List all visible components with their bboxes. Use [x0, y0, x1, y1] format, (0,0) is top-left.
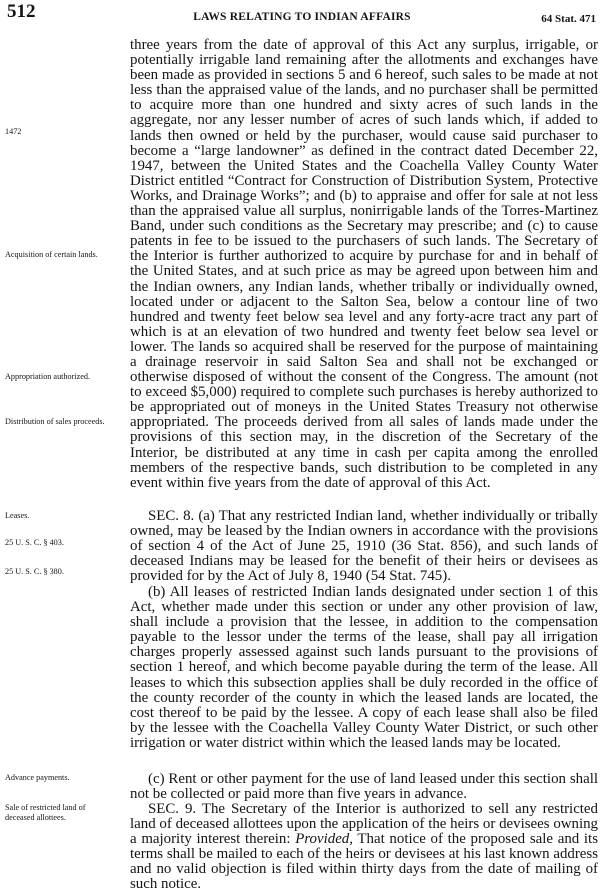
body-paragraph: (c) Rent or other payment for the use of land leased under this section shall not be collected or paid more than five years in advance.: [130, 771, 598, 803]
body-paragraph: three years from the date of approval of this Act any surplus, irrigable, or potentially irrigable land remaining after the allotments and exchanges have been made as provided in sections 5 and 6 hereof, such sales to be made at not less than the appraised value of the lands, and no purchaser shall be permitted to acquire more than one hundred and sixty acres of such lands in the aggregate, nor any lesser number of acres of such lands which, if added to lands then owned or held by the purchaser, would cause said purchaser to become a “large landowner” as defined in the contract dated December 22, 1947, between the United States and the Coachella Valley County Water District entitled “Contract for Construction of Distribution System, Protective Works, and Drainage Works”; and (b) to appraise and offer for sale at not less than the appraised value all surplus, nonirrigable lands of the Torres-Martinez Band, under such conditions as the Secretary may prescribe; and (c) to cause patents in fee to be issued to the purchasers of such lands. The Secretary of the Interior is further authorized to acquire by purchase for and in behalf of the United States, and at such price as may be agreed upon between him and the Indian owners, any Indian lands, whether tribally or individually owned, located under or adjacent to the Salton Sea, below a contour line of two hundred and twenty feet below sea level and any forty-acre tract any part of which is at an elevation of two hundred and twenty feet below sea level or lower. The lands so acquired shall be reserved for the purpose of maintaining a drainage reservoir in said Salton Sea and shall not be exchanged or otherwise disposed of without the consent of the Congress. The amount (not to exceed $5,000) required to complete such purchases is hereby authorized to be appropriated out of moneys in the United States Treasury not otherwise appropriated. The proceeds derived from all sales of lands made under the provisions of this section may, in the discretion of the Secretary of the Interior, be distributed at any time in cash per capita among the enrolled members of the respective bands, such distribution to be completed in any event within five years from the date of approval of this Act.: [130, 37, 598, 491]
paragraph-section-8a: [130, 509, 598, 584]
margin-note-appropriation: Appropriation authorized.: [5, 372, 91, 381]
paragraph-section-9: [130, 802, 598, 893]
page-number: 512: [7, 1, 36, 22]
paragraph-section-8b: [130, 585, 598, 751]
margin-note-acquisition: Acquisition of certain lands.: [5, 250, 98, 259]
body-paragraph: (b) All leases of restricted Indian lands designated under section 1 of this Act, whether made under this section or under any other provision of law, shall include a provision that the lessee, in addition to the compensation payable to the lessor under the terms of the lease, shall pay all irrigation charges properly assessed against such lands pursuant to the provisions of section 1 hereof, and which become payable during the term of the lease. All leases to which this subsection applies shall be duly recorded in the office of the county recorder of the county in which the leased lands are located, the cost thereof to be paid by the lessee. A copy of each lease shall also be filed by the lessee with the Coachella Valley County Water District, or such other irrigation or water district within which the leased lands may be located.: [130, 584, 598, 751]
margin-note-sale-restricted: Sale of restricted land of deceased allottees.: [5, 803, 86, 822]
margin-note-leases: Leases.: [5, 511, 30, 520]
page-header: [0, 0, 604, 30]
margin-note-advance-payments: Advance payments.: [5, 773, 70, 782]
section-9-text-continued: That notice of the proposed sale and its terms shall be mailed to each of the heirs or devisees at his last known address and no valid objection is filed within thirty days from the date of mailing of such notice.: [130, 831, 598, 893]
paragraph-section-7-continued: [130, 38, 598, 491]
provided-term: Provided,: [295, 831, 353, 848]
statute-reference: 64 Stat. 471: [541, 13, 596, 25]
running-head: LAWS RELATING TO INDIAN AFFAIRS: [193, 11, 411, 23]
margin-note-usc-403: 25 U. S. C. § 403.: [5, 538, 64, 547]
body-paragraph: SEC. 8. (a) That any restricted Indian land, whether individually or tribally owned, may be leased by the Indian owners in accordance with the provisions of section 4 of the Act of June 25, 1910 (36 Stat. 856), and such lands of deceased Indians may be leased for the benefit of their heirs or devisees as provided for by the Act of July 8, 1940 (54 Stat. 745).: [130, 508, 598, 585]
margin-note-1472: 1472: [5, 127, 22, 136]
body-paragraph: [130, 802, 598, 893]
margin-note-distribution: Distribution of sales proceeds.: [5, 417, 105, 426]
paragraph-section-8c: [130, 772, 598, 802]
margin-note-usc-380: 25 U. S. C. § 380.: [5, 567, 64, 576]
section-9-text: SEC. 9. The Secretary of the Interior is authorized to sell any restricted land of deceased allottees upon the application of the heirs or devisees owning a majority interest therein:: [130, 801, 598, 848]
